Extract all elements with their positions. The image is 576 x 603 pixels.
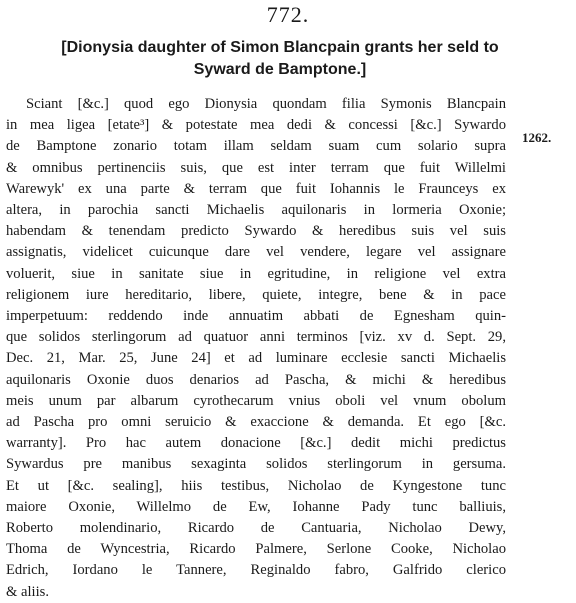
heading-line: [Dionysia daughter of Simon Blancpain grants her seld to (61, 39, 499, 56)
body-line: Warewyk' ex una parte & terram que fuit Iohannis le Fraunceys ex (6, 180, 506, 197)
body-line: imperpetuum: reddendo inde annuatim abbati de Egnesham quin- (6, 308, 506, 325)
document-body (6, 94, 506, 603)
body-line: meis unum par albarum cyrothecarum vnius oboli vel vnum obolum (6, 392, 506, 409)
body-line: altera, in parochia sancti Michaelis aquilonaris in lormeria Oxonie; (6, 202, 506, 219)
body-line: voluerit, siue in sanitate siue in egritudine, in religione vel extra (6, 265, 506, 282)
body-line: Sywardus pre manibus sexaginta solidos sterlingorum in gersuma. (6, 456, 506, 473)
body-line: Sciant [&c.] quod ego Dionysia quondam filia Symonis Blancpain (26, 96, 506, 112)
body-line: assignatis, videlicet cuicunque dare vel vendere, legare vel assignare (6, 244, 506, 261)
body-line: & omnibus pertinenciis suis, que est inter terram que fuit Willelmi (6, 159, 506, 176)
body-line: Roberto molendinario, Ricardo de Cantuaria, Nicholao Dewy, (6, 520, 506, 537)
heading-line: Syward de Bamptone.] (193, 61, 367, 78)
body-line: religionem iure hereditario, libere, quiete, integre, bene & in pace (6, 286, 506, 303)
body-line: habendam & tenendam predicto Sywardo & heredibus suis vel suis (6, 223, 506, 240)
body-line: in mea ligea [etate³] & potestate mea dedi & concessi [&c.] Sywardo (6, 117, 506, 134)
body-line: maiore Oxonie, Willelmo de Ew, Iohanne Pady tunc balliuis, (6, 498, 506, 515)
body-line: Thoma de Wyncestria, Ricardo Palmere, Serlone Cooke, Nicholao (6, 541, 506, 558)
document-number: 772. (266, 2, 310, 27)
document-heading (10, 37, 550, 81)
body-line: ad Pascha pro omni seruicio & exaccione & demanda. Et ego [&c. (6, 414, 506, 431)
body-line: aquilonaris Oxonie duos denarios ad Pascha, & michi & heredibus (6, 371, 506, 388)
body-line: warranty]. Pro hac autem donacione [&c.] dedit michi predictus (6, 435, 506, 452)
body-line: de Bamptone zonario totam illam seldam suam cum solario supra (6, 138, 506, 155)
body-line: Edrich, Iordano le Tannere, Reginaldo fabro, Galfrido clerico (6, 562, 506, 579)
body-line: que solidos sterlingorum ad quatuor anni terminos [viz. xv d. Sept. 29, (6, 329, 506, 346)
body-line: Dec. 21, Mar. 25, June 24] et ad luminare ecclesie sancti Michaelis (6, 350, 506, 367)
body-line: & aliis. (6, 583, 49, 600)
margin-year: 1262. (522, 130, 552, 145)
body-line: Et ut [&c. sealing], hiis testibus, Nicholao de Kyngestone tunc (6, 477, 506, 494)
